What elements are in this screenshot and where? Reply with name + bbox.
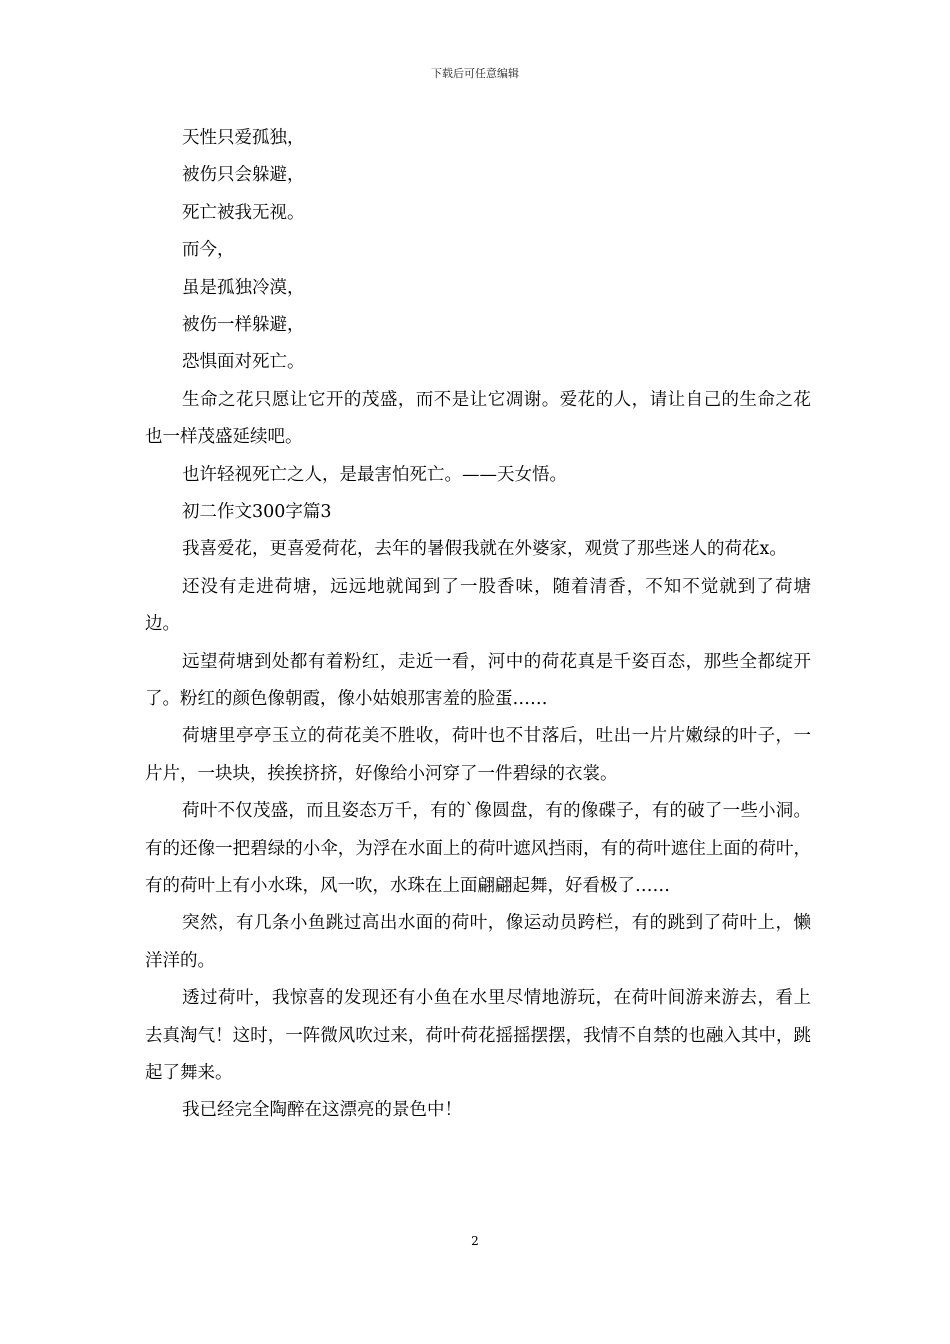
poem-line: 天性只爱孤独，	[182, 128, 305, 148]
section-title: 初二作文300字篇3	[182, 501, 332, 522]
paragraph: 也许轻视死亡之人，是最害怕死亡。——天女悟。	[182, 464, 567, 485]
poem-line: 恐惧面对死亡。	[182, 352, 305, 373]
paragraph: 透过荷叶，我惊喜的发现还有小鱼在水里尽情地游玩，在荷叶间游来游去，看上去真淘气！这时，一阵微风吹过来，荷叶荷花摇摇摆摆，我情不自禁的也融入其中，跳起了舞来。	[145, 988, 811, 1084]
page-number: 2	[471, 1234, 479, 1248]
poem-line: 而今，	[182, 240, 235, 261]
poem-line: 被伤一样躲避，	[182, 314, 305, 335]
paragraph: 还没有走进荷塘，远远地就闻到了一股香味，随着清香，不知不觉就到了荷塘边。	[145, 576, 811, 635]
paragraph: 荷塘里亭亭玉立的荷花美不胜收，荷叶也不甘落后，吐出一片片嫩绿的叶子，一片片，一块块，挨挨挤挤，好像给小河穿了一件碧绿的衣裳。	[145, 726, 811, 784]
poem-line: 虽是孤独冷漠，	[182, 277, 305, 298]
poem-line: 被伤只会躲避，	[182, 165, 305, 186]
paragraph: 我已经完全陶醉在这漂亮的景色中！	[182, 1100, 462, 1121]
paragraph: 突然，有几条小鱼跳过高出水面的荷叶，像运动员跨栏，有的跳到了荷叶上，懒洋洋的。	[145, 913, 811, 971]
poem-line: 死亡被我无视。	[182, 202, 305, 223]
page-header: 下载后可任意编辑	[431, 67, 519, 80]
paragraph: 远望荷塘到处都有着粉红，走近一看，河中的荷花真是千姿百态，那些全都绽开了。粉红的颜色像朝霞，像小姑娘那害羞的脸蛋……	[145, 651, 811, 709]
paragraph: 生命之花只愿让它开的茂盛，而不是让它凋谢。爱花的人，请让自己的生命之花也一样茂盛延续吧。	[145, 389, 811, 448]
document-body	[145, 120, 811, 1130]
paragraph: 荷叶不仅茂盛，而且姿态万千，有的`像圆盘，有的像碟子，有的破了一些小洞。有的还像一把碧绿的小伞，为浮在水面上的荷叶遮风挡雨，有的荷叶遮住上面的荷叶，有的荷叶上有小水珠，风一吹，水珠在上面翩翩起舞，好看极了……	[145, 801, 811, 896]
paragraph: 我喜爱花，更喜爱荷花，去年的暑假我就在外婆家，观赏了那些迷人的荷花x。	[182, 539, 787, 560]
